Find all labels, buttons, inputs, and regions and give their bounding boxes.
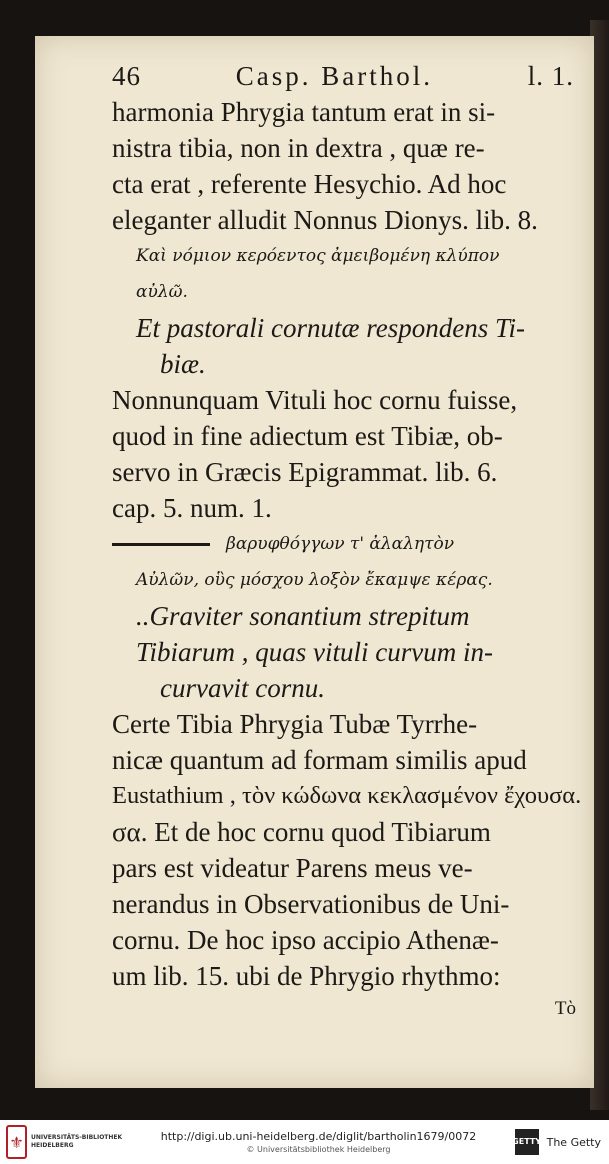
getty-icon: GETTY <box>515 1129 539 1155</box>
seal-icon: ⚜ <box>6 1125 27 1159</box>
library-name: UNIVERSITÄTS-BIBLIOTHEK HEIDELBERG <box>31 1134 123 1149</box>
text-line: curvavit cornu. <box>160 673 325 703</box>
quotation-rule <box>112 543 210 546</box>
text-line: biæ. <box>160 349 206 379</box>
getty-logo[interactable] <box>501 1129 609 1155</box>
text-line: Eustathium , τὸν κώδωνα κεκλασμένον ἔχουσα. <box>112 782 582 809</box>
text-line: Certe Tibia Phrygia Tubæ Tyrrhe- <box>112 709 478 739</box>
running-header <box>112 58 582 94</box>
text-line: Καὶ νόμιον κερόεντος ἀμειβομένη κλύπον <box>136 246 500 266</box>
footer-center <box>136 1130 501 1154</box>
copyright-text: © Universitätsbibliothek Heidelberg <box>246 1145 391 1154</box>
page-text <box>112 58 582 1024</box>
page-number: 46 <box>112 61 141 91</box>
text-line: um lib. 15. ubi de Phrygio rhythmo: <box>112 961 501 991</box>
text-line: ..Graviter sonantium strepitum <box>136 601 470 631</box>
text-line: servo in Græcis Epigrammat. lib. 6. <box>112 457 498 487</box>
text-line: cta erat , referente Hesychio. Ad hoc <box>112 169 507 199</box>
viewer-footer <box>0 1120 609 1164</box>
text-line: quod in fine adiectum est Tibiæ, ob- <box>112 421 503 451</box>
library-logo[interactable] <box>0 1125 136 1159</box>
text-line: harmonia Phrygia tantum erat in si- <box>112 97 496 127</box>
text-line: pars est videatur Parens meus ve- <box>112 853 473 883</box>
text-line: cornu. De hoc ipso accipio Athenæ- <box>112 925 499 955</box>
source-url[interactable]: http://digi.ub.uni-heidelberg.de/diglit/bartholin1679/0072 <box>160 1130 477 1143</box>
text-line: nicæ quantum ad formam similis apud <box>112 745 527 775</box>
text-line: nerandus in Observationibus de Uni- <box>112 889 510 919</box>
text-line: cap. 5. num. 1. <box>112 493 272 523</box>
text-line <box>112 526 582 562</box>
text-line: Αὐλῶν, οὓς μόσχου λοξὸν ἔκαμψε κέρας. <box>136 570 493 590</box>
text-lines <box>112 94 582 994</box>
text-line: Tibiarum , quas vituli curvum in- <box>136 637 493 667</box>
greek-text: βαρυφθόγγων τ' ἀλαλητὸν <box>226 534 455 554</box>
text-line: σα. Et de hoc cornu quod Tibiarum <box>112 817 491 847</box>
text-line: Et pastorali cornutæ respondens Ti- <box>136 313 526 343</box>
text-line: nistra tibia, non in dextra , quæ re- <box>112 133 485 163</box>
running-title: Casp. Barthol. <box>235 61 433 91</box>
text-line: αὐλῶ. <box>136 282 188 302</box>
getty-label: The Getty <box>546 1135 601 1149</box>
section-label: l. 1. <box>527 61 574 91</box>
text-line: Nonnunquam Vituli hoc cornu fuisse, <box>112 385 518 415</box>
catchword: Τὸ <box>554 998 576 1019</box>
text-line: eleganter alludit Nonnus Dionys. lib. 8. <box>112 205 538 235</box>
